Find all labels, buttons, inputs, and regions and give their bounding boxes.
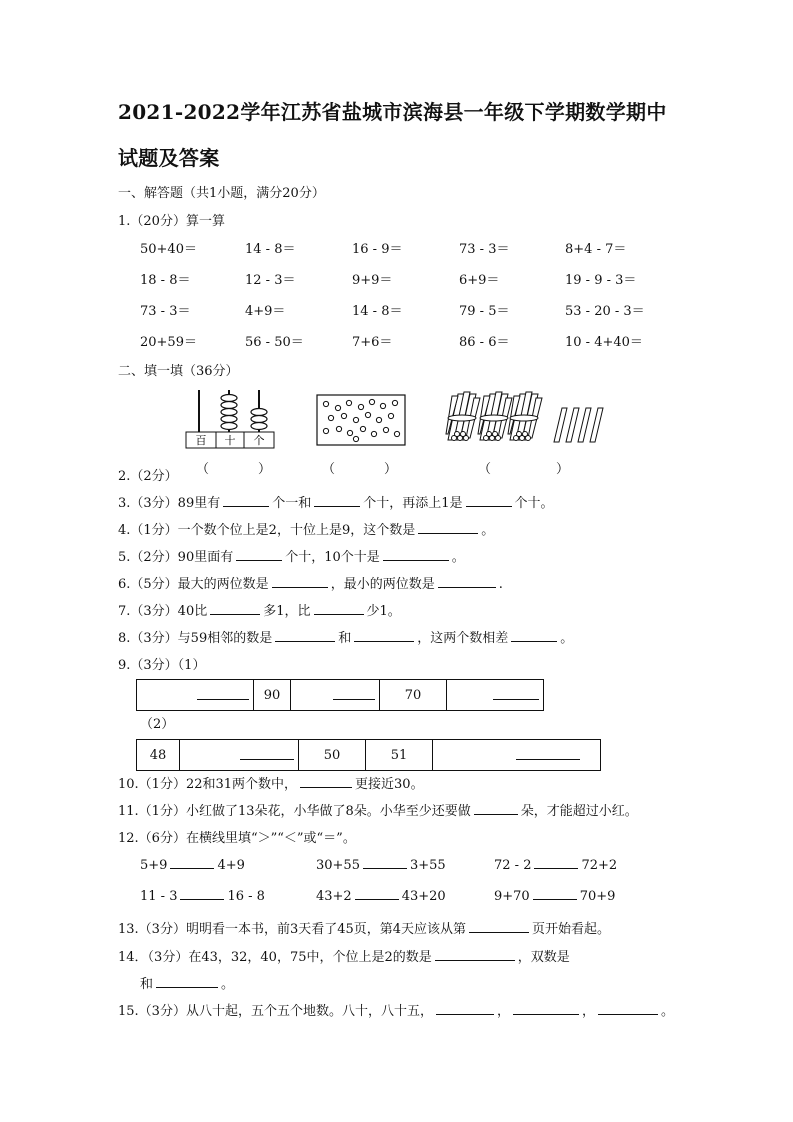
answer-blank[interactable]: [223, 494, 269, 507]
table-cell: 90: [254, 680, 291, 711]
q2-paren-open: （: [322, 462, 336, 477]
q7: 7.（3分）40比 多1，比 少1。: [118, 604, 401, 619]
q9-sub2-label: （2）: [140, 717, 175, 732]
q14-line1: 14．（3分）在43，32，40，75中，个位上是2的数是 ，双数是: [118, 950, 570, 965]
abacus-label-ones: 个: [253, 434, 265, 447]
answer-blank[interactable]: [275, 629, 335, 642]
calc-item: 53 - 20 - 3＝: [565, 304, 645, 319]
calc-item: 20+59＝: [140, 335, 197, 350]
q2-paren-close: ）: [384, 462, 398, 477]
answer-blank[interactable]: [355, 887, 399, 900]
compare-item: 43+2 43+20: [316, 889, 446, 904]
q8: 8.（3分）与59相邻的数是 和 ，这两个数相差 。: [118, 631, 574, 646]
table-cell[interactable]: [180, 740, 299, 771]
table-cell: 70: [380, 680, 447, 711]
table-cell[interactable]: [291, 680, 380, 711]
answer-blank[interactable]: [418, 521, 478, 534]
answer-blank[interactable]: [511, 629, 557, 642]
page-title-line1: 2021-2022学年江苏省盐城市滨海县一年级下学期数学期中: [118, 100, 667, 124]
abacus-label-hundreds: 百: [195, 434, 207, 447]
q15: 15.（3分）从八十起，五个五个地数。八十，八十五， ， ， 。: [118, 1004, 674, 1019]
answer-blank[interactable]: [474, 802, 518, 815]
answer-blank[interactable]: [383, 548, 449, 561]
calc-item: 7+6＝: [352, 335, 393, 350]
q13: 13.（3分）明明看一本书，前3天看了45页，第4天应该从第 页开始看起。: [118, 922, 611, 937]
compare-item: 11 - 3 16 - 8: [140, 889, 265, 904]
table-cell[interactable]: [447, 680, 544, 711]
abacus-beads-tens: [221, 395, 237, 430]
answer-blank[interactable]: [469, 920, 529, 933]
calc-item: 56 - 50＝: [245, 335, 304, 350]
answer-blank[interactable]: [170, 856, 214, 869]
calc-item: 79 - 5＝: [459, 304, 510, 319]
calc-item: 16 - 9＝: [352, 242, 403, 257]
answer-blank[interactable]: [236, 548, 282, 561]
q4: 4.（1分）一个数个位上是2，十位上是9，这个数是 。: [118, 523, 495, 538]
q11: 11.（1分）小红做了13朵花，小华做了8朵。小华至少还要做 朵，才能超过小红。: [118, 804, 638, 819]
section2-heading: 二、填一填（36分）: [118, 364, 239, 379]
compare-item: 5+9 4+9: [140, 858, 245, 873]
abacus-label-tens: 十: [224, 434, 236, 447]
q5: 5.（2分）90里面有 个十，10个十是 。: [118, 550, 465, 565]
answer-blank[interactable]: [210, 602, 260, 615]
calc-item: 50+40＝: [140, 242, 197, 257]
calc-item: 86 - 6＝: [459, 335, 510, 350]
answer-blank[interactable]: [598, 1002, 658, 1015]
answer-blank[interactable]: [314, 494, 360, 507]
abacus-beads-ones: [251, 409, 267, 430]
answer-blank[interactable]: [272, 575, 328, 588]
calc-item: 9+9＝: [352, 273, 393, 288]
answer-blank[interactable]: [438, 575, 496, 588]
table-cell: 48: [137, 740, 180, 771]
q2-paren-open: （: [196, 462, 210, 477]
q9-label: 9.（3分）（1）: [118, 658, 206, 673]
answer-blank[interactable]: [314, 602, 364, 615]
q2-paren-close: ）: [556, 462, 570, 477]
q1-label: 1.（20分）算一算: [118, 214, 225, 229]
q2-paren-close: ）: [258, 462, 272, 477]
calc-item: 12 - 3＝: [245, 273, 296, 288]
q3: 3.（3分）89里有 个一和 个十，再添上1是 个十。: [118, 496, 554, 511]
q9-number-table-1: [136, 679, 544, 711]
calc-item: 73 - 3＝: [140, 304, 191, 319]
page-title-line2: 试题及答案: [118, 146, 220, 170]
calc-item: 14 - 8＝: [352, 304, 403, 319]
calc-item: 8+4 - 7＝: [565, 242, 627, 257]
answer-blank[interactable]: [354, 629, 414, 642]
answer-blank[interactable]: [156, 975, 218, 988]
q10: 10.（1分）22和31两个数中， 更接近30。: [118, 777, 424, 792]
calc-item: 4+9＝: [245, 304, 286, 319]
table-cell[interactable]: [137, 680, 254, 711]
abacus-image: [180, 386, 280, 452]
calc-item: 6+9＝: [459, 273, 500, 288]
table-cell[interactable]: [433, 740, 601, 771]
q6: 6.（5分）最大的两位数是 ，最小的两位数是 .: [118, 577, 503, 592]
compare-item: 30+55 3+55: [316, 858, 446, 873]
q12-label: 12.（6分）在横线里填“＞”“＜”或“＝”。: [118, 831, 356, 846]
calc-item: 73 - 3＝: [459, 242, 510, 257]
answer-blank[interactable]: [363, 856, 407, 869]
stick-bundles: [446, 392, 542, 441]
section1-heading: 一、解答题（共1小题，满分20分）: [118, 186, 325, 201]
calc-item: 10 - 4+40＝: [565, 335, 643, 350]
table-cell: 50: [299, 740, 366, 771]
compare-item: 72 - 2 72+2: [494, 858, 618, 873]
answer-blank[interactable]: [534, 856, 578, 869]
q2-label: 2.（2分）: [118, 469, 178, 484]
q9-number-table-2: [136, 739, 601, 771]
dots-image: [316, 394, 406, 446]
answer-blank[interactable]: [300, 775, 352, 788]
answer-blank[interactable]: [436, 1002, 494, 1015]
sticks-image: [444, 388, 614, 448]
answer-blank[interactable]: [466, 494, 512, 507]
calc-item: 14 - 8＝: [245, 242, 296, 257]
table-cell: 51: [366, 740, 433, 771]
q14-line2: 和 。: [140, 977, 235, 992]
answer-blank[interactable]: [513, 1002, 579, 1015]
calc-item: 18 - 8＝: [140, 273, 191, 288]
answer-blank[interactable]: [435, 948, 515, 961]
q2-paren-open: （: [478, 462, 492, 477]
calc-item: 19 - 9 - 3＝: [565, 273, 637, 288]
compare-item: 9+70 70+9: [494, 889, 616, 904]
single-sticks: [554, 408, 603, 442]
answer-blank[interactable]: [180, 887, 224, 900]
answer-blank[interactable]: [533, 887, 577, 900]
